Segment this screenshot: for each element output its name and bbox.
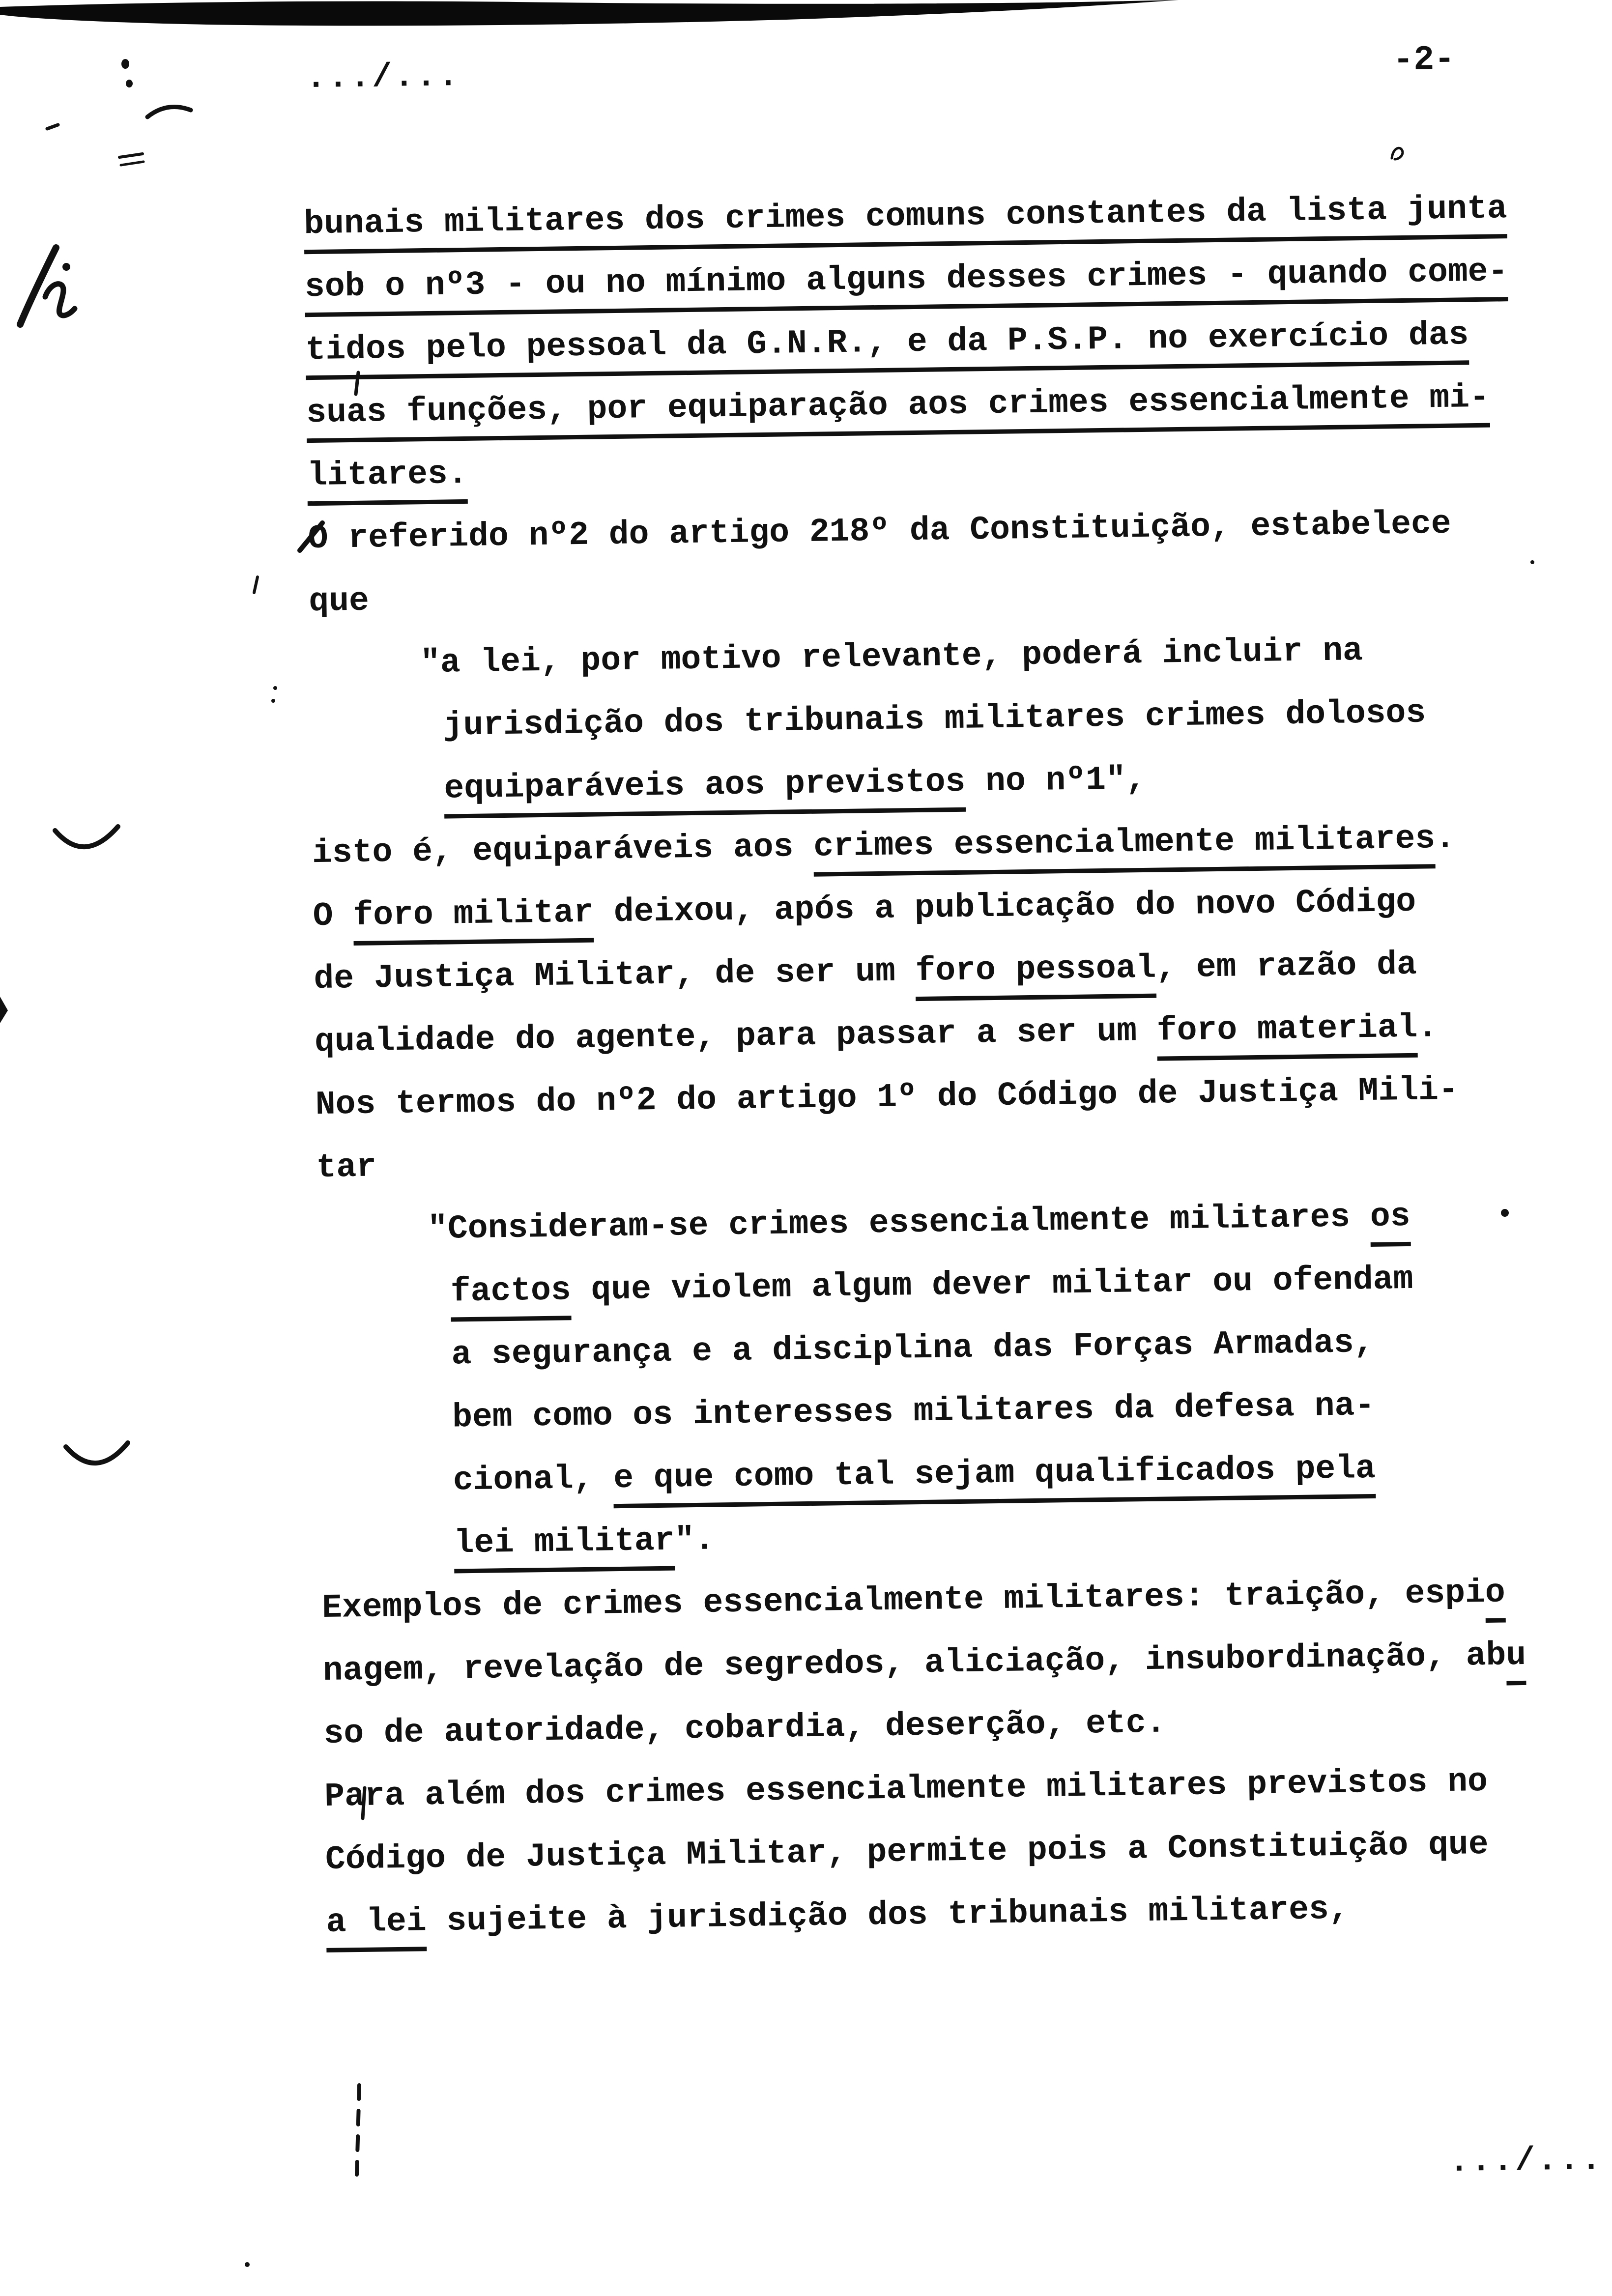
text-segment: so de autoridade, cobardia, deserção, etc. <box>323 1704 1166 1753</box>
text-segment: de Justiça Militar, de ser um <box>314 952 916 999</box>
text-segment: jurisdição dos tribunais militares crimes dolosos <box>443 694 1426 745</box>
underlined-text: crimes essencialmente militares <box>813 820 1436 877</box>
text-segment: "a lei, por motivo relevante, poderá incluir na <box>420 632 1363 683</box>
text-segment: que violem algum dever militar ou ofendam <box>571 1260 1413 1310</box>
page-number: -2- <box>1392 40 1455 81</box>
text-segment: "Consideram-se crimes essencialmente militares <box>427 1198 1371 1249</box>
text-segment: . <box>1417 1008 1438 1047</box>
text-segment: Para além dos crimes essencialmente militares previstos no <box>324 1762 1488 1816</box>
document-body <box>304 177 1570 1954</box>
text-segment: isto é, equiparáveis aos <box>312 828 814 873</box>
text-segment: Nos termos do nº2 do artigo 1º do Código de Justiça Mili- <box>315 1071 1459 1124</box>
text-segment: qualidade do agente, para passar a ser um <box>314 1012 1157 1062</box>
text-segment: O <box>313 897 353 936</box>
underlined-text: o <box>1485 1574 1505 1623</box>
underlined-text: litares. <box>307 455 468 506</box>
underlined-text: suas funções, por equiparação aos crimes essencialmente mi- <box>306 379 1490 443</box>
text-segment: que <box>308 582 370 621</box>
text-segment: deixou, após a publicação do novo Código <box>593 883 1416 932</box>
underlined-text: foro militar <box>353 894 594 946</box>
underlined-text: lei militar <box>454 1522 675 1574</box>
underlined-text: sob o nº3 - ou no mínimo alguns desses crimes - quando come- <box>305 253 1508 317</box>
underlined-text: tidos pelo pessoal da G.N.R., e da P.S.P. no exercício das <box>305 316 1469 380</box>
underlined-text: foro pessoal <box>915 949 1156 1001</box>
underlined-text: foro material <box>1156 1009 1418 1061</box>
text-segment: ". <box>674 1521 715 1560</box>
text-segment: nagem, revelação de segredos, aliciação, insubordinação, ab <box>322 1636 1506 1690</box>
text-segment: sujeite à jurisdição dos tribunais militares, <box>426 1890 1350 1941</box>
text-segment: no nº1", <box>965 760 1147 801</box>
text-segment: , em razão da <box>1155 946 1417 987</box>
text-segment: Exemplos de crimes essencialmente militares: traição, espi <box>321 1574 1486 1627</box>
footer-continuation-mark: .../... <box>1448 2141 1604 2181</box>
underlined-text: u <box>1506 1636 1526 1686</box>
text-segment: tar <box>316 1148 377 1187</box>
underlined-text: equiparáveis aos previstos <box>444 763 966 819</box>
underlined-text: factos <box>450 1271 571 1321</box>
text-segment: a segurança e a disciplina das Forças Armadas, <box>451 1323 1374 1374</box>
header-continuation-mark: .../... <box>306 57 461 98</box>
underlined-text: e que como tal sejam qualificados pela <box>613 1450 1376 1508</box>
underlined-text: bunais militares dos crimes comuns constantes da lista junta <box>304 190 1507 254</box>
text-segment: O referido nº2 do artigo 218º da Constituição, estabelece <box>308 505 1452 558</box>
text-segment: . <box>1435 819 1456 858</box>
text-segment: Código de Justiça Militar, permite pois a Constituição que <box>325 1825 1489 1879</box>
underlined-text: os <box>1370 1198 1410 1247</box>
text-segment: bem como os interesses militares da defesa na- <box>452 1386 1375 1437</box>
underlined-text: a lei <box>326 1902 427 1952</box>
text-segment: cional, <box>453 1460 614 1500</box>
